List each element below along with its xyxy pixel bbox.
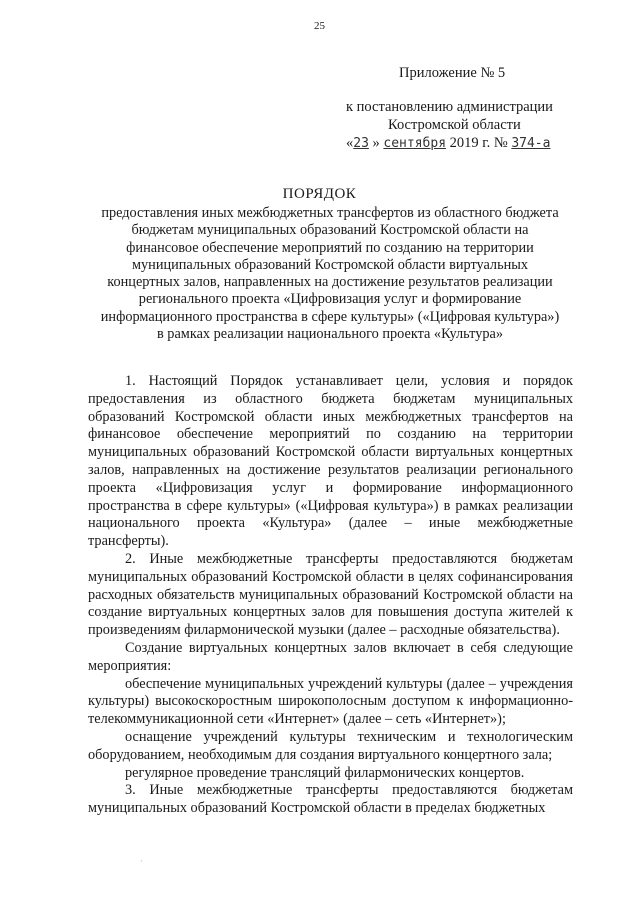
paragraph-activity-broadcasts: регулярное проведение трансляций филармонических концертов. [125,764,525,781]
paragraph-3: 3. Иные межбюджетные трансферты предоставляются бюджетам муниципальных образований Костромской области в пределах бюджетных [88,782,573,817]
date-day-handwritten: 23 [353,136,369,151]
document-body [88,373,573,818]
appendix-title: Приложение № 5 [399,65,506,81]
subtitle-line: регионального проекта «Цифровизация услуг и формирование [138,291,522,308]
appendix-decree-line: к постановлению администрации [346,99,553,115]
date-year: 2019 г. № [446,135,512,151]
subtitle-line: в рамках реализации национального проекта «Культура» [156,326,504,343]
paragraph-2: 2. Иные межбюджетные трансферты предоставляются бюджетам муниципальных образований Костромской области в целях софинансирования расходных обязательств муниципальных образований Костромской области на создание виртуальных концертных залов для повышения доступа жителей к произведениям филармонической музыки (далее – расходные обязательства). [88,550,573,639]
date-close-quote: » [368,135,384,151]
page-number: 25 [314,20,325,32]
paragraph-1: 1. Настоящий Порядок устанавливает цели, условия и порядок предоставления из областного бюджета бюджетам муниципальных образований Костромской области иных межбюджетных трансфертов на финансовое обеспечение мероприятий по созданию на территории муниципальных образований Костромской области виртуальных концертных залов, направленных на достижение результатов реализации регионального проекта «Цифровизация услуг и формирование информационного пространства в сфере культуры» («Цифровая культура») в рамках реализации национального проекта «Культура» (далее – иные межбюджетные трансферты). [88,373,573,550]
subtitle-line: бюджетам муниципальных образований Костромской области на [131,222,529,239]
date-open-quote: « [346,135,354,151]
subtitle-line: концертных залов, направленных на достижение результатов реализации [107,274,553,291]
scan-mark: · [140,857,143,866]
document-title: ПОРЯДОК [282,186,357,202]
subtitle-line: финансовое обеспечение мероприятий по созданию на территории [126,239,534,256]
appendix-region-line: Костромской области [388,117,521,133]
appendix-date-line [346,134,606,153]
subtitle-line: муниципальных образований Костромской области виртуальных [131,256,528,273]
paragraph-activity-equipment: оснащение учреждений культуры техническим и технологическим оборудованием, необходимым для создания виртуального концертного зала; [88,728,573,763]
decree-number-handwritten: 374-а [511,136,551,151]
document-subtitle [80,205,580,343]
paragraph-activities-intro: Создание виртуальных концертных залов включает в себя следующие мероприятия: [88,639,573,674]
paragraph-activity-internet: обеспечение муниципальных учреждений культуры (далее – учреждения культуры) высокоскоростным широкополосным доступом к информационно-телекоммуникационной сети «Интернет» (далее – сеть «Интернет»); [88,675,573,728]
subtitle-line: предоставления иных межбюджетных трансфертов из областного бюджета [101,205,559,221]
subtitle-line: информационного пространства в сфере культуры» («Цифровая культура») [100,308,560,325]
date-month-handwritten: сентября [383,136,447,151]
